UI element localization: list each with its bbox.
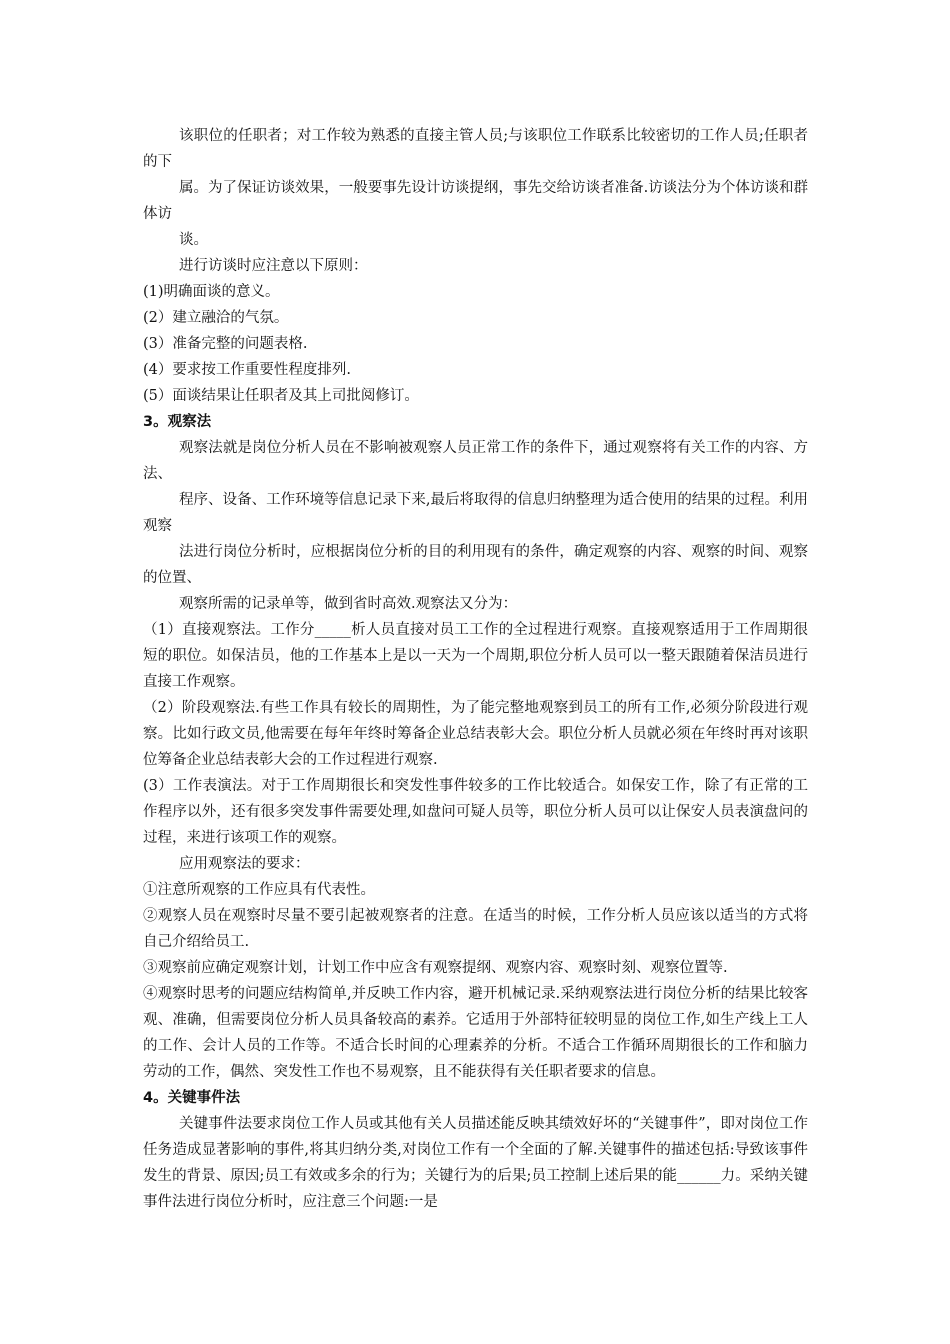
section-heading-observation: 3。观察法 xyxy=(143,414,212,430)
observation-intro-2: 程序、设备、工作环境等信息记录下来,最后将取得的信息归纳整理为适合使用的结果的过程。利用观察 xyxy=(143,492,808,534)
section-heading-critical-incident: 4。关键事件法 xyxy=(143,1090,241,1106)
requirement-item: ③观察前应确定观察计划，计划工作中应含有观察提纲、观察内容、观察时刻、观察位置等. xyxy=(143,960,728,976)
requirement-item: ④观察时思考的问题应结构简单,并反映工作内容，避开机械记录.采纳观察法进行岗位分析的结果比较客观、准确，但需要岗位分析人员具备较高的素养。它适用于外部特征较明显的岗位工作,如生产线上工人的工作、会计人员的工作等。不适合长时间的心理素养的分析。不适合工作循环周期很长的工作和脑力劳动的工作，偶然、突发性工作也不易观察，且不能获得有关任职者要求的信息。 xyxy=(143,986,808,1080)
interview-principles-intro: 进行访谈时应注意以下原则： xyxy=(179,258,368,274)
observation-type-direct: （1）直接观察法。工作分_____析人员直接对员工工作的全过程进行观察。直接观察适用于工作周期很短的职位。如保洁员，他的工作基本上是以一天为一个周期,职位分析人员可以一整天跟随着保洁员进行直接工作观察。 xyxy=(143,622,808,690)
principle-item: (1)明确面谈的意义。 xyxy=(143,284,280,300)
observation-intro-4: 观察所需的记录单等，做到省时高效.观察法又分为： xyxy=(179,596,518,612)
interview-paragraph-2: 属。为了保证访谈效果，一般要事先设计访谈提纲，事先交给访谈者准备.访谈法分为个体访谈和群体访 xyxy=(143,180,808,222)
principle-item: (2）建立融洽的气氛。 xyxy=(143,310,289,326)
interview-paragraph-3: 谈。 xyxy=(179,232,208,248)
principle-item: (4）要求按工作重要性程度排列. xyxy=(143,362,351,378)
interview-paragraph-1: 该职位的任职者；对工作较为熟悉的直接主管人员;与该职位工作联系比较密切的工作人员;任职者的下 xyxy=(143,128,808,170)
document-body xyxy=(143,123,808,1215)
requirement-item: ②观察人员在观察时尽量不要引起被观察者的注意。在适当的时候，工作分析人员应该以适当的方式将自己介绍给员工. xyxy=(143,908,808,950)
principle-item: (5）面谈结果让任职者及其上司批阅修订。 xyxy=(143,388,419,404)
observation-type-performance: (3）工作表演法。对于工作周期很长和突发性事件较多的工作比较适合。如保安工作，除了有正常的工作程序以外，还有很多突发事件需要处理,如盘问可疑人员等，职位分析人员可以让保安人员表演盘问的过程，来进行该项工作的观察。 xyxy=(143,778,808,846)
observation-intro-3: 法进行岗位分析时，应根据岗位分析的目的利用现有的条件，确定观察的内容、观察的时间、观察的位置、 xyxy=(143,544,808,586)
observation-requirements-title: 应用观察法的要求： xyxy=(179,856,310,872)
observation-intro-1: 观察法就是岗位分析人员在不影响被观察人员正常工作的条件下，通过观察将有关工作的内容、方法、 xyxy=(143,440,808,482)
observation-type-phase: （2）阶段观察法.有些工作具有较长的周期性，为了能完整地观察到员工的所有工作,必须分阶段进行观察。比如行政文员,他需要在每年年终时筹备企业总结表彰大会。职位分析人员就必须在年终时再对该职位筹备企业总结表彰大会的工作过程进行观察. xyxy=(143,700,808,768)
requirement-item: ①注意所观察的工作应具有代表性。 xyxy=(143,882,375,898)
principle-item: (3）准备完整的问题表格. xyxy=(143,336,308,352)
critical-incident-paragraph: 关键事件法要求岗位工作人员或其他有关人员描述能反映其绩效好坏的“关键事件”，即对岗位工作任务造成显著影响的事件,将其归纳分类,对岗位工作有一个全面的了解.关键事件的描述包括:导致该事件发生的背景、原因;员工有效或多余的行为；关键行为的后果;员工控制上述后果的能______力。采纳关键事件法进行岗位分析时，应注意三个问题:一是 xyxy=(143,1116,808,1210)
